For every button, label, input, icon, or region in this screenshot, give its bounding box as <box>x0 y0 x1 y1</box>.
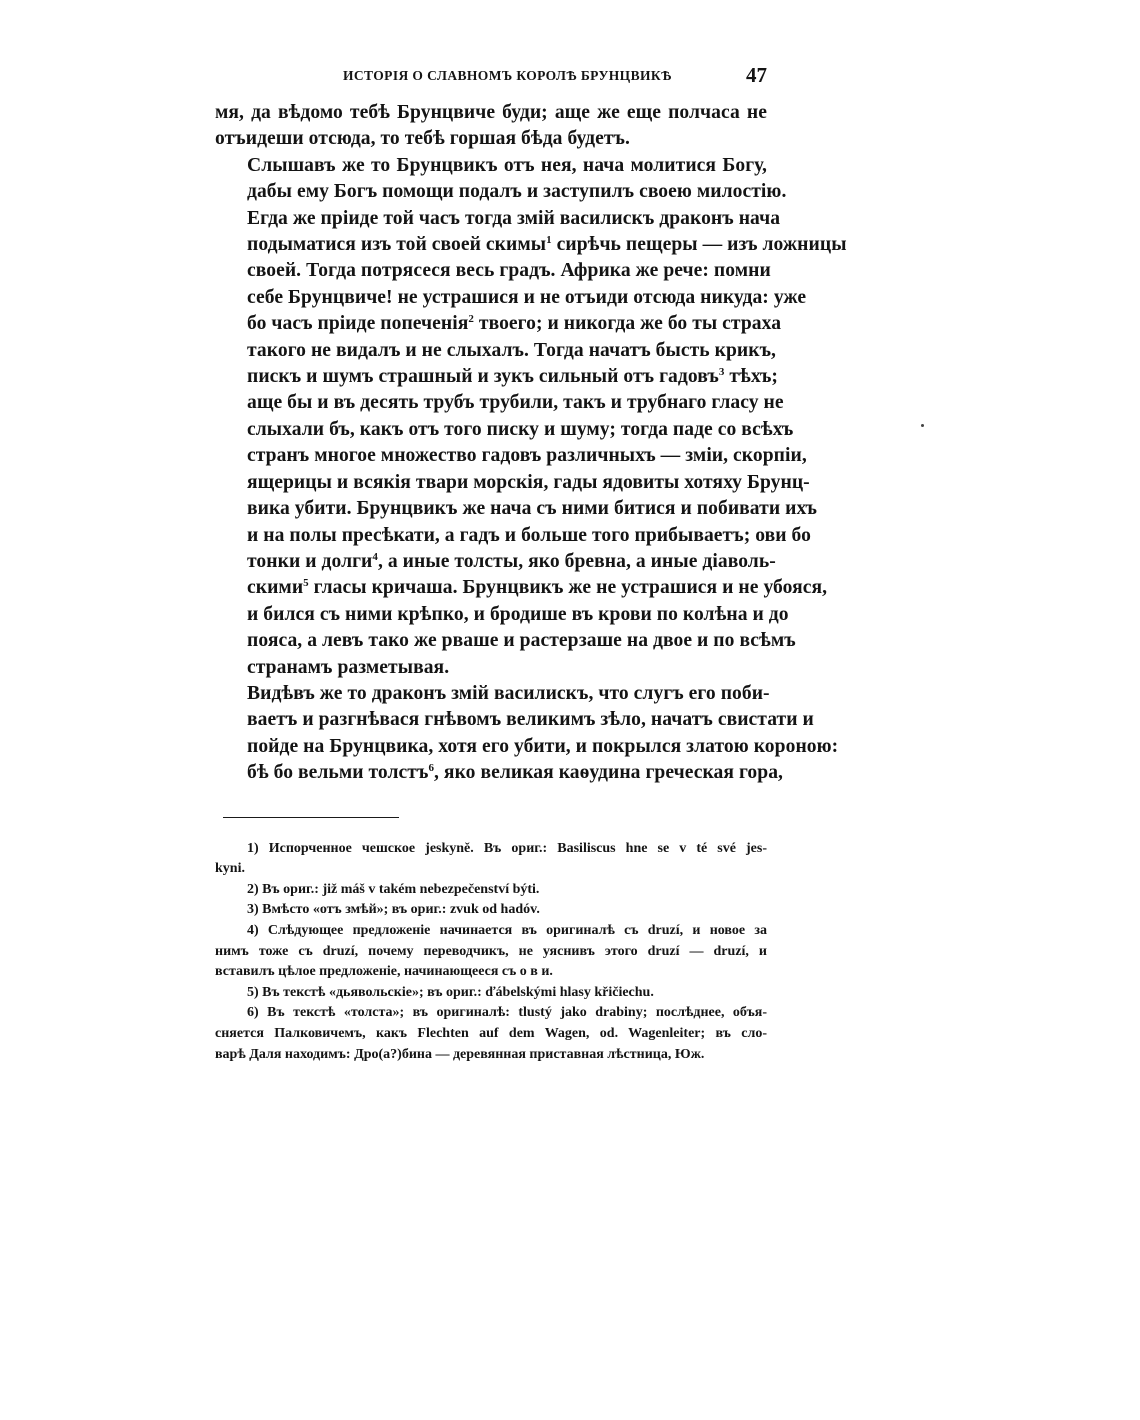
text-line <box>215 311 782 337</box>
text-line <box>215 655 767 681</box>
text-fragment: Видѣвъ же то драконъ змій василискъ, что слугъ его поби- <box>247 682 770 704</box>
footnote <box>215 921 767 983</box>
text-line <box>215 364 778 390</box>
text-fragment: вика убити. Брунцвикъ же нача съ ними битися и побивати ихъ <box>247 498 818 520</box>
footnote-marker: 6 <box>428 762 435 775</box>
text-line <box>215 523 811 549</box>
footnote-line: сняется Палковичемъ, какъ Flechten auf dem Wagen, od. Wagenleiter; въ сло- <box>215 1025 767 1041</box>
paragraph <box>215 100 767 153</box>
running-head <box>215 60 767 100</box>
text-fragment: ваетъ и разгнѣвася гнѣвомъ великимъ зѣло, начатъ свистати и <box>247 709 814 731</box>
text-fragment: аще бы и въ десять трубъ трубили, такъ и трубнаго гласу не <box>247 392 784 414</box>
footnote-marker: 3 <box>718 366 725 379</box>
text-fragment: сирѣчь пещеры — изъ ложницы <box>551 234 847 256</box>
text-line <box>215 417 794 443</box>
text-line <box>215 575 828 601</box>
text-fragment: тѣхъ; <box>724 366 778 388</box>
text-fragment: пояса, а левъ тако же рваше и растерзаше на двое и по всѣмъ <box>247 630 796 652</box>
paragraph <box>215 153 847 681</box>
text-fragment: и на полы пресѣкати, а гадъ и больше того прибываетъ; ови бо <box>247 524 811 546</box>
footnote <box>215 983 767 1004</box>
footnote-marker: 2 <box>468 313 474 326</box>
running-title: ИСТОРІЯ О СЛАВНОМЪ КОРОЛѢ БРУНЦВИКѢ <box>343 68 672 83</box>
page-number: 47 <box>746 63 767 87</box>
text-fragment: гласы кричаша. Брунцвикъ же не устрашися и не убояся, <box>308 577 828 599</box>
text-line <box>215 232 847 258</box>
text-fragment: себе Брунцвиче! не устрашися и не отъиди отсюда никуда: уже <box>247 286 807 308</box>
body-text <box>215 100 847 787</box>
text-fragment: дабы ему Богъ помощи подалъ и заступилъ своею милостію. <box>247 181 787 203</box>
text-fragment: ящерицы и всякія твари морскія, гады ядовиты хотяху Брунц- <box>247 471 810 493</box>
text-fragment: отъидеши отсюда, то тебѣ горшая бѣда будетъ. <box>215 128 630 150</box>
text-line <box>215 549 776 575</box>
footnote-line: 2) Въ ориг.: již máš v takém nebezpečenství býti. <box>247 881 540 897</box>
page-column <box>215 60 847 1065</box>
footnote-line: kyni. <box>215 861 245 877</box>
footnote-marker: 4 <box>372 550 378 563</box>
text-fragment: подыматися изъ той своей скимы <box>247 234 547 256</box>
text-fragment: бѣ бо вельми толстъ <box>247 762 429 784</box>
text-fragment: тонки и долги <box>247 550 373 572</box>
text-fragment: бо часъ пріиде попеченія <box>247 313 469 335</box>
text-line <box>215 496 818 522</box>
footnote-line: 6) Въ текстѣ «толста»; въ оригиналѣ: tlustý jako drabiny; послѣднее, объя- <box>247 1005 767 1021</box>
text-line <box>215 628 796 654</box>
footnote-line: 5) Въ текстѣ «дьявольскіе»; въ ориг.: ďábelskými hlasy křičiechu. <box>247 984 654 1000</box>
text-line <box>215 760 783 786</box>
text-line <box>215 126 767 152</box>
text-line <box>215 707 814 733</box>
text-line <box>215 470 810 496</box>
text-fragment: и бился съ ними крѣпко, и бродише въ крови по колѣна и до <box>247 603 789 625</box>
text-fragment: твоего; и никогда же бо ты страха <box>473 313 782 335</box>
text-fragment: , а иные толсты, яко бревна, а иные діаволь- <box>377 550 776 572</box>
footnote <box>215 839 767 880</box>
footnote <box>215 1003 767 1065</box>
text-fragment: , яко великая каѳудина греческая гора, <box>434 762 783 784</box>
text-fragment: скими <box>247 577 304 599</box>
text-line <box>215 153 767 179</box>
text-line <box>215 285 807 311</box>
scan-speck <box>921 424 924 427</box>
footnote-line: варѣ Даля находимъ: Дро(а?)бина — деревянная приставная лѣстница, Юж. <box>215 1046 705 1062</box>
text-fragment: слыхали бъ, какъ отъ того писку и шуму; тогда паде со всѣхъ <box>247 418 794 440</box>
text-fragment: мя, да вѣдомо тебѣ Брунцвиче буди; аще же еще полчаса не <box>215 102 767 123</box>
footnote-line: вставилъ цѣлое предложеніе, начинающееся съ о в и. <box>215 964 553 980</box>
footnote-line: 3) Вмѣсто «отъ змѣй»; въ ориг.: zvuk od hadóv. <box>247 902 540 918</box>
text-fragment: такого не видалъ и не слыхалъ. Тогда начатъ бысть крикъ, <box>247 339 776 361</box>
text-line <box>215 443 807 469</box>
text-line <box>215 734 839 760</box>
footnote <box>215 900 767 921</box>
footnotes <box>215 839 767 1066</box>
paragraph <box>215 681 839 787</box>
footnote-marker: 5 <box>303 577 309 590</box>
footnote-line: нимъ тоже съ druzí, почему переводчикъ, не уяснивъ этого druzí — druzí, и <box>215 943 767 959</box>
text-line <box>215 179 787 205</box>
text-fragment: странъ многое множество гадовъ различныхъ — зміи, скорпіи, <box>247 445 807 467</box>
text-line <box>215 602 789 628</box>
text-line <box>215 206 781 232</box>
text-line <box>215 258 771 284</box>
text-fragment: Слышавъ же то Брунцвикъ отъ нея, нача молитися Богу, <box>247 154 767 176</box>
text-fragment: пойде на Брунцвика, хотя его убити, и покрылся златою короною: <box>247 735 839 757</box>
text-line <box>215 390 784 416</box>
text-fragment: пискъ и шумъ страшный и зукъ сильный отъ гадовъ <box>247 366 719 388</box>
text-fragment: Егда же пріиде той часъ тогда змій василискъ драконъ нача <box>247 207 781 229</box>
footnote-line: 1) Испорченное чешское jeskyně. Въ ориг.: Basiliscus hne se v té své jes- <box>247 840 767 856</box>
footnote-line: 4) Слѣдующее предложеніе начинается въ оригиналѣ съ druzí, и новое за <box>247 922 767 938</box>
text-fragment: странамъ разметывая. <box>247 656 450 678</box>
text-line <box>215 338 776 364</box>
text-line <box>215 100 767 126</box>
footnote-marker: 1 <box>546 234 552 247</box>
footnote-rule <box>223 817 399 818</box>
text-fragment: своей. Тогда потрясеся весь градъ. Африка же рече: помни <box>247 260 771 282</box>
text-line <box>215 681 770 707</box>
footnote <box>215 880 767 901</box>
